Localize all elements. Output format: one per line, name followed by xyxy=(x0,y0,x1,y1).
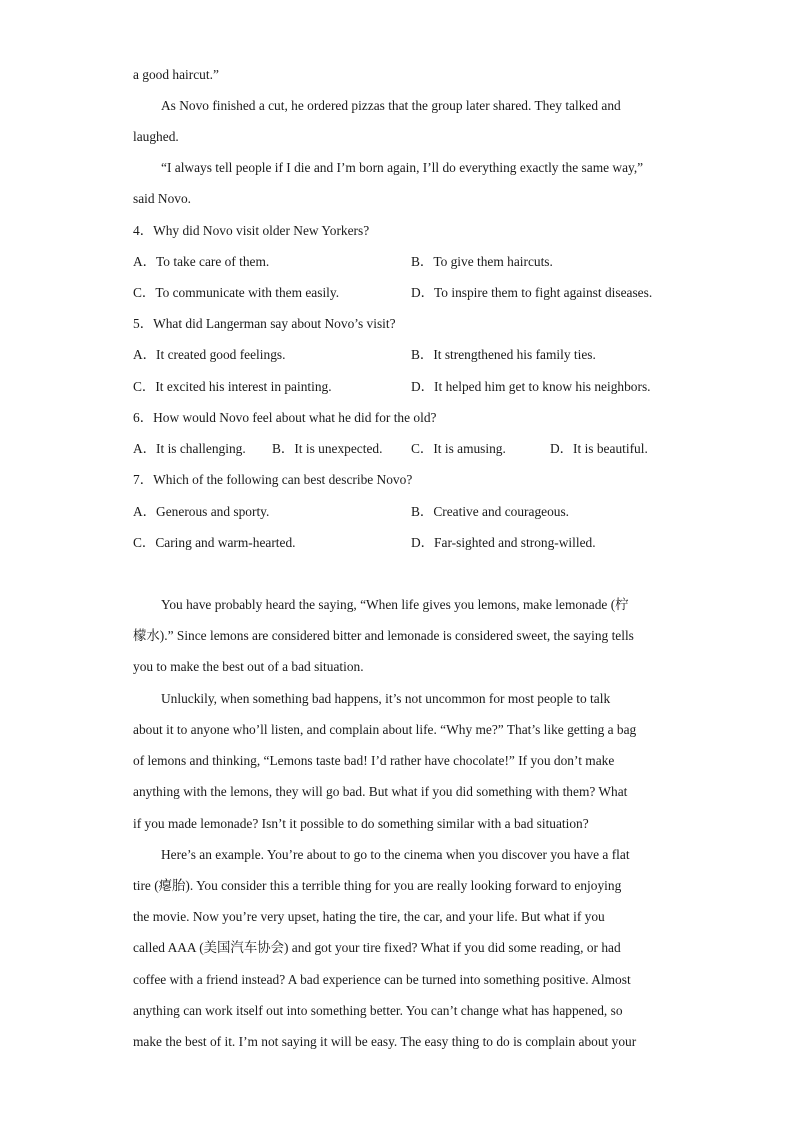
question-4-option-c: C．To communicate with them easily. xyxy=(133,285,340,300)
passage2-p2-line: about it to anyone who’ll listen, and complain about life. “Why me?” That’s like getting a bag xyxy=(133,722,637,737)
passage2-p3-line: tire (瘪胎). You consider this a terrible thing for you are really looking forward to enjoying xyxy=(133,878,622,893)
question-7-stem: 7．Which of the following can best describe Novo? xyxy=(133,472,413,487)
question-4-option-a: A．To take care of them. xyxy=(133,254,270,269)
passage2-p2-line: Unluckily, when something bad happens, it’s not uncommon for most people to talk xyxy=(161,691,611,706)
question-7-option-a: A．Generous and sporty. xyxy=(133,504,270,519)
passage2-p2-line: anything with the lemons, they will go bad. But what if you did something with them? What xyxy=(133,784,628,799)
question-6-option-a: A．It is challenging. xyxy=(133,441,246,456)
question-5-option-d: D．It helped him get to know his neighbors. xyxy=(411,379,651,394)
question-5-stem: 5．What did Langerman say about Novo’s visit? xyxy=(133,316,396,331)
passage2-p3-line: Here’s an example. You’re about to go to the cinema when you discover you have a flat xyxy=(161,847,630,862)
question-6-option-d: D．It is beautiful. xyxy=(550,441,648,456)
passage2-p3-line: called AAA (美国汽车协会) and got your tire fixed? What if you did some reading, or had xyxy=(133,940,621,955)
question-5-option-c: C．It excited his interest in painting. xyxy=(133,379,332,394)
passage2-p3-line: anything can work itself out into something better. You can’t change what has happened, so xyxy=(133,1003,623,1018)
question-4-option-d: D．To inspire them to fight against diseases. xyxy=(411,285,653,300)
passage1-line: a good haircut.” xyxy=(133,67,219,82)
question-6-stem: 6．How would Novo feel about what he did for the old? xyxy=(133,410,437,425)
passage2-p3-line: make the best of it. I’m not saying it will be easy. The easy thing to do is complain about your xyxy=(133,1034,637,1049)
question-6-option-b: B．It is unexpected. xyxy=(272,441,383,456)
passage2-p1-line: You have probably heard the saying, “When life gives you lemons, make lemonade (柠 xyxy=(161,597,629,612)
passage2-p1-line: 檬水).” Since lemons are considered bitter and lemonade is considered sweet, the saying tells xyxy=(133,628,634,643)
passage2-p3-line: the movie. Now you’re very upset, hating the tire, the car, and your life. But what if you xyxy=(133,909,605,924)
passage2-p2-line: of lemons and thinking, “Lemons taste bad! I’d rather have chocolate!” If you don’t make xyxy=(133,753,615,768)
question-6-option-c: C．It is amusing. xyxy=(411,441,506,456)
question-5-option-b: B．It strengthened his family ties. xyxy=(411,347,596,362)
question-7-option-c: C．Caring and warm-hearted. xyxy=(133,535,296,550)
passage1-line: As Novo finished a cut, he ordered pizzas that the group later shared. They talked and xyxy=(161,98,621,113)
passage1-line: “I always tell people if I die and I’m born again, I’ll do everything exactly the same way,” xyxy=(161,160,644,175)
passage2-p1-line: you to make the best out of a bad situation. xyxy=(133,659,364,674)
question-4-stem: 4．Why did Novo visit older New Yorkers? xyxy=(133,223,370,238)
question-7-option-b: B．Creative and courageous. xyxy=(411,504,570,519)
passage2-p3-line: coffee with a friend instead? A bad experience can be turned into something positive. Almost xyxy=(133,972,631,987)
passage2-p2-line: if you made lemonade? Isn’t it possible to do something similar with a bad situation? xyxy=(133,816,589,831)
passage1-line: said Novo. xyxy=(133,191,192,206)
question-7-option-d: D．Far-sighted and strong-willed. xyxy=(411,535,596,550)
question-4-option-b: B．To give them haircuts. xyxy=(411,254,553,269)
question-5-option-a: A．It created good feelings. xyxy=(133,347,286,362)
passage1-line: laughed. xyxy=(133,129,179,144)
